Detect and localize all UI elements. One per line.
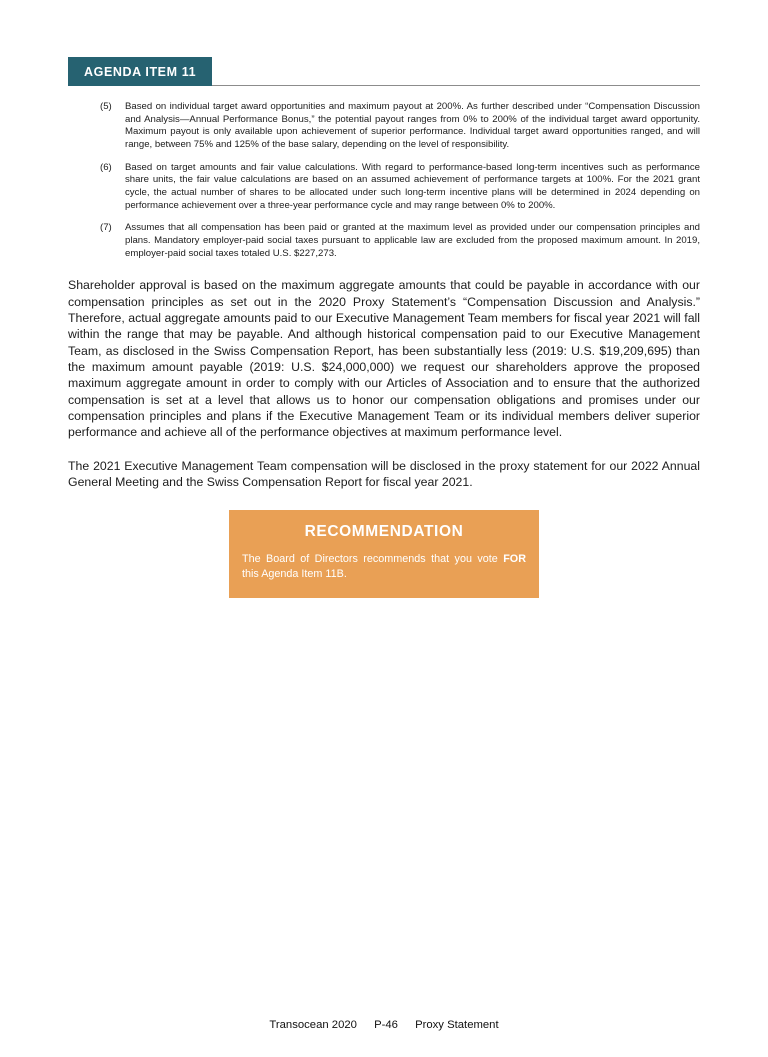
footnote-number: (6) xyxy=(100,161,112,173)
document-page xyxy=(0,57,768,598)
footer-label: Proxy Statement xyxy=(415,1019,499,1031)
footnote-text: Based on individual target award opportunities and maximum payout at 200%. As further described under “Compensation Discussion and Analysis—Annual Performance Bonus,” the potential payout ranges from 0% to 200% of the individual target award opportunity. Maximum payout is only available upon achievement of superior performance. Individual target award opportunities ranged, and will range, between 75% and 125% of the base salary, depending on the level of responsibility. xyxy=(125,101,700,150)
recommendation-box xyxy=(229,510,539,597)
footnote-text: Assumes that all compensation has been paid or granted at the maximum level as provided under our compensation principles and plans. Mandatory employer-paid social taxes pursuant to applicable law are excluded from the proposed maximum amount. In 2019, employer-paid social taxes totaled U.S. $227,273. xyxy=(125,222,700,259)
footnote-number: (5) xyxy=(100,101,112,112)
footnotes-section xyxy=(68,101,700,260)
page-footer xyxy=(0,1019,768,1031)
body-paragraph-2: The 2021 Executive Management Team compensation will be disclosed in the proxy statement for our 2022 Annual General Meeting and the Swiss Compensation Report for fiscal year 2021. xyxy=(68,458,700,489)
footer-page-number: P-46 xyxy=(374,1019,398,1031)
recommendation-text-pre: The Board of Directors recommends that you vote xyxy=(242,553,504,566)
footnote-number: (7) xyxy=(100,222,112,234)
agenda-header xyxy=(68,57,700,86)
body-paragraph-1: Shareholder approval is based on the maximum aggregate amounts that could be payable in accordance with our compensation principles as set out in the 2020 Proxy Statement’s “Compensation Discussion and Analysis.” Therefore, actual aggregate amounts paid to our Executive Management Team members for fiscal year 2021 will fall within the range that may be payable. And although historical compensation paid to our Executive Management Team, as disclosed in the Swiss Compensation Report, has been substantially less (2019: U.S. $19,209,695) than the maximum amount payable (2019: U.S. $24,000,000) we request our shareholders approve the proposed maximum aggregate amount in order to comply with our Articles of Association and to ensure that the authorized compensation is set at a level that allows us to honor our compensation obligations and promises under our compensation principles and plans if the Executive Management Team or its individual members deliver superior performance and achieve all of the performance objectives at maximum performance level. xyxy=(68,278,700,440)
header-rule xyxy=(212,85,700,86)
footnote-item xyxy=(100,222,700,260)
footnote-text: Based on target amounts and fair value calculations. With regard to performance-based long-term incentives such as performance share units, the fair value calculations are based on an assumed achievement of performance targets at 100%. For the 2021 grant cycle, the actual number of shares to be allocated under such long-term incentive plans will be determined in 2024 depending on performance achievement over a three-year performance cycle and may range between 0% to 200%. xyxy=(125,161,700,211)
recommendation-text xyxy=(242,552,526,582)
footnote-item xyxy=(100,101,700,152)
footer-brand: Transocean 2020 xyxy=(269,1019,357,1031)
footnote-item xyxy=(100,162,700,213)
recommendation-title: RECOMMENDATION xyxy=(304,523,464,541)
agenda-item-badge: AGENDA ITEM 11 xyxy=(68,57,212,86)
recommendation-text-post: this Agenda Item 11B. xyxy=(242,568,347,581)
recommendation-vote-for: FOR xyxy=(503,553,526,566)
